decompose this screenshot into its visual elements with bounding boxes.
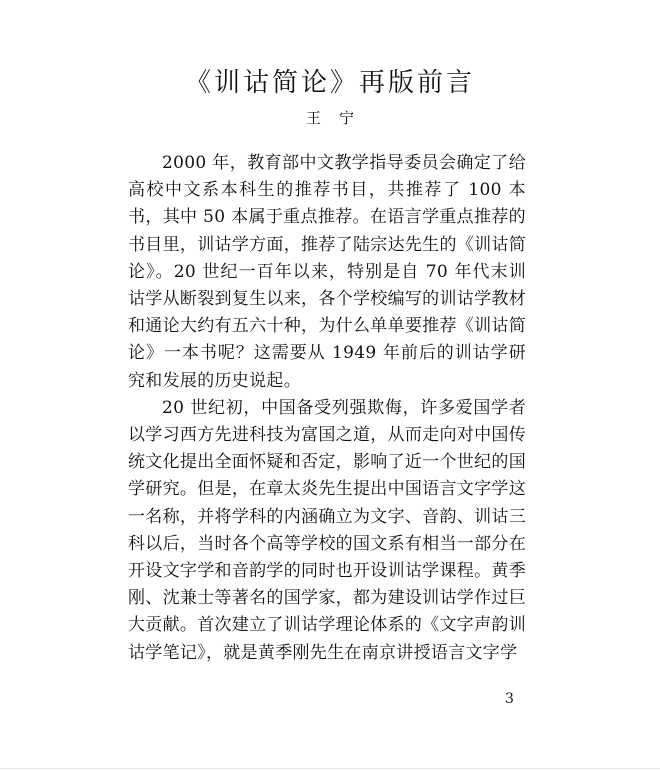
author-name: 王宁 xyxy=(305,109,372,127)
paragraph: 2000 年，教育部中文教学指导委员会确定了给高校中文系本科生的推荐书目，共推荐了 100 本书，其中 50 本属于重点推荐。在语言学重点推荐的书目里，训诂学方面，推荐了陆宗达先生的《训诂简论》。20 世纪一百年以来，特别是自 70 年代末训诂学从断裂到复生以来，各个学校编写的训诂学教材和通论大约有五六十种，为什么单单要推荐《训诂简论》一本书呢？这需要从 1949 年前后的训诂学研究和发展的历史说起。 xyxy=(128,153,526,391)
body-text xyxy=(128,150,526,667)
page-number: 3 xyxy=(505,691,514,707)
page-bottom-divider xyxy=(0,768,660,769)
paragraph: 20 世纪初，中国备受列强欺侮，许多爱国学者以学习西方先进科技为富国之道，从而走向对中国传统文化提出全面怀疑和否定，影响了近一个世纪的国学研究。但是，在章太炎先生提出中国语言文字学这一名称，并将学科的内涵确立为文字、音韵、训诂三科以后，当时各个高等学校的国文系有相当一部分在开设文字学和音韵学的同时也开设训诂学课程。黄季刚、沈兼士等著名的国学家，都为建设训诂学作过巨大贡献。首次建立了训诂学理论体系的《文字声韵训诂学笔记》，就是黄季刚先生在南京讲授语言文字学 xyxy=(128,397,526,663)
document-title: 《训诂简论》再版前言 xyxy=(184,68,475,98)
